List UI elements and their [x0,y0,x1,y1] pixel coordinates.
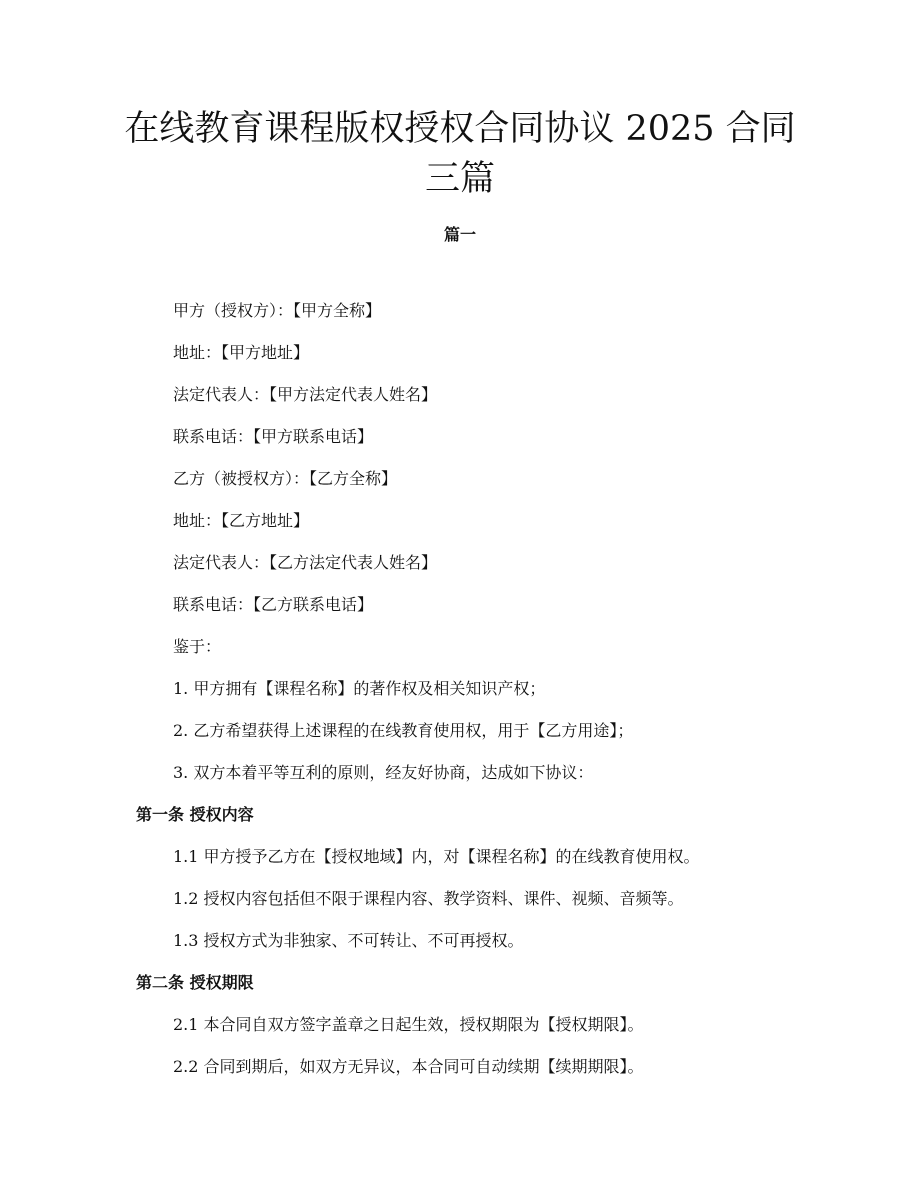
article-clause: 2.1 本合同自双方签字盖章之日起生效，授权期限为【授权期限】。 [173,1015,644,1034]
article-clause: 2.2 合同到期后，如双方无异议，本合同可自动续期【续期期限】。 [173,1057,644,1076]
party-a-phone: 联系电话：【甲方联系电话】 [173,427,374,446]
party-b-address: 地址：【乙方地址】 [173,511,310,530]
party-b-name: 乙方（被授权方）：【乙方全称】 [173,469,398,488]
article-heading: 第二条 授权期限 [136,973,254,992]
preamble-item: 1. 甲方拥有【课程名称】的著作权及相关知识产权； [173,679,546,698]
party-b-representative: 法定代表人：【乙方法定代表人姓名】 [173,553,438,572]
article-clause: 1.3 授权方式为非独家、不可转让、不可再授权。 [173,931,524,950]
party-b-phone: 联系电话：【乙方联系电话】 [173,595,374,614]
preamble-intro: 鉴于： [173,637,222,656]
article-clause: 1.2 授权内容包括但不限于课程内容、教学资料、课件、视频、音频等。 [173,889,684,908]
party-a-address: 地址：【甲方地址】 [173,343,310,362]
article-clause: 1.1 甲方授予乙方在【授权地域】内，对【课程名称】的在线教育使用权。 [173,847,700,866]
party-a-name: 甲方（授权方）：【甲方全称】 [173,301,382,320]
part-heading: 篇一 [443,225,476,244]
article-heading: 第一条 授权内容 [136,805,254,824]
preamble-item: 2. 乙方希望获得上述课程的在线教育使用权，用于【乙方用途】； [173,721,634,740]
party-a-representative: 法定代表人：【甲方法定代表人姓名】 [173,385,438,404]
preamble-item: 3. 双方本着平等互利的原则，经友好协商，达成如下协议： [173,763,594,782]
document-title: 在线教育课程版权授权合同协议 2025 合同三篇 [124,109,796,199]
